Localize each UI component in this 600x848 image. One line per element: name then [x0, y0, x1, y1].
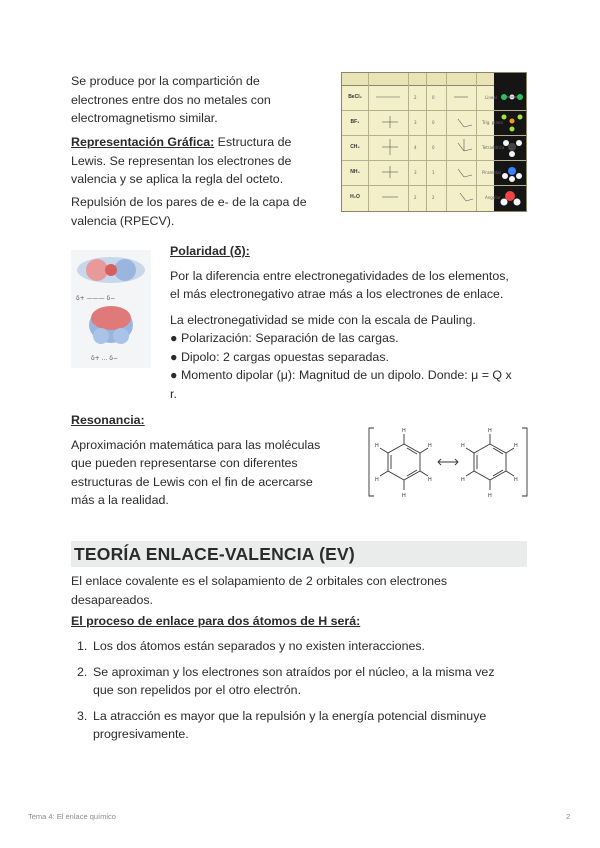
svg-text:H: H: [514, 477, 518, 483]
section-title-ev: TEORÍA ENLACE-VALENCIA (EV): [71, 541, 527, 567]
table-drawings: [342, 73, 528, 213]
svg-text:Piramidal: Piramidal: [482, 170, 501, 175]
intro-line: electrones entre dos no metales con: [71, 92, 271, 107]
svg-text:H: H: [461, 443, 465, 449]
process-title: El proceso de enlace para dos átomos de H será:: [71, 614, 361, 628]
molecule-label: CH₄: [350, 144, 360, 150]
molecule-label: BeCl₂: [348, 94, 362, 100]
molecular-geometry-table-image: [341, 72, 527, 212]
list-item: 3. La atracción es mayor que la repulsión y la energía potencial disminuye progresivamente.: [77, 708, 487, 741]
molecule-label: NH₃: [350, 169, 360, 175]
svg-text:H: H: [375, 443, 379, 449]
resonancia-title: Resonancia:: [71, 413, 145, 427]
list-item: 1. Los dos átomos están separados y no existen interacciones.: [77, 639, 425, 653]
svg-text:H: H: [402, 493, 406, 499]
footer-chapter: Tema 4: El enlace químico: [28, 812, 116, 821]
svg-text:2: 2: [432, 195, 435, 200]
svg-text:δ+ ... δ−: δ+ ... δ−: [91, 355, 118, 362]
svg-text:3: 3: [414, 170, 417, 175]
intro-paragraph: [71, 72, 331, 128]
svg-text:Trig. plana: Trig. plana: [482, 120, 503, 125]
svg-text:3: 3: [414, 120, 417, 125]
process-steps-list: [71, 637, 541, 751]
svg-text:H: H: [488, 428, 492, 434]
molecule-label: BF₃: [350, 119, 360, 125]
molecule-label: H₂O: [350, 194, 360, 200]
svg-text:H: H: [428, 443, 432, 449]
bullet-icon: ●: [170, 349, 181, 364]
repulsion-paragraph: Repulsión de los pares de e- de la capa de valencia (RPECV).: [71, 195, 307, 228]
intro-line: Se produce por la compartición de: [71, 74, 260, 88]
ev-intro: El enlace covalente es el solapamiento de 2 orbitales con electrones desapareados.: [71, 574, 448, 607]
svg-text:Tetraédrica: Tetraédrica: [482, 145, 505, 150]
list-item: 2. Se aproximan y los electrones son atraídos por el núcleo, a la misma vez que son repelidos por el otro electrón.: [77, 664, 495, 697]
polaridad-section: Polaridad (δ): Por la diferencia entre electronegatividades de los elementos, el más electronegativo atrae más a los electrones de enlace. La electronegatividad se mide con la escala de Pauling. ● Polarización: Separación de las cargas. ● Dipolo: 2 cargas opuestas separadas. ● Momento dipolar (μ): Magnitud de un dipolo. Donde: μ = Q x r.: [170, 242, 540, 403]
svg-text:0: 0: [432, 120, 435, 125]
svg-text:0: 0: [432, 95, 435, 100]
svg-text:0: 0: [432, 145, 435, 150]
svg-text:H: H: [488, 493, 492, 499]
polarity-dipole-image: [71, 250, 151, 368]
representacion-paragraph: Representación Gráfica: Estructura de Lewis. Se representan los electrones de valencia y se aplica la regla del octeto.: [71, 135, 292, 186]
page-number: 2: [566, 812, 571, 821]
representacion-label: Representación Gráfica:: [71, 135, 215, 149]
svg-text:Lineal: Lineal: [485, 95, 497, 100]
bullet-item: ● Dipolo: 2 cargas opuestas separadas.: [170, 349, 389, 364]
polaridad-title: Polaridad (δ):: [170, 244, 250, 258]
bullet-icon: ●: [170, 331, 181, 345]
bullet-item: ● Momento dipolar (μ): Magnitud de un dipolo. Donde: μ = Q x: [170, 368, 512, 382]
svg-text:2: 2: [414, 195, 417, 200]
svg-text:H: H: [461, 477, 465, 483]
svg-text:1: 1: [432, 170, 435, 175]
bullet-item: ● Polarización: Separación de las cargas.: [170, 331, 399, 345]
svg-text:H: H: [514, 443, 518, 449]
svg-text:H: H: [375, 477, 379, 483]
svg-text:4: 4: [414, 145, 417, 150]
resonancia-section: Resonancia: Aproximación matemática para las moléculas que pueden representarse con diferentes estructuras de Lewis con el fin de acercarse más a la realidad.: [71, 411, 346, 510]
svg-text:δ+ ——— δ−: δ+ ——— δ−: [76, 295, 116, 302]
svg-text:2: 2: [414, 95, 417, 100]
svg-text:Angular: Angular: [485, 195, 501, 200]
bullet-icon: ●: [170, 368, 181, 382]
benzene-resonance-image: [366, 424, 530, 500]
svg-text:H: H: [428, 477, 432, 483]
svg-text:H: H: [402, 428, 406, 434]
intro-line: electromagnetismo similar.: [71, 111, 218, 125]
